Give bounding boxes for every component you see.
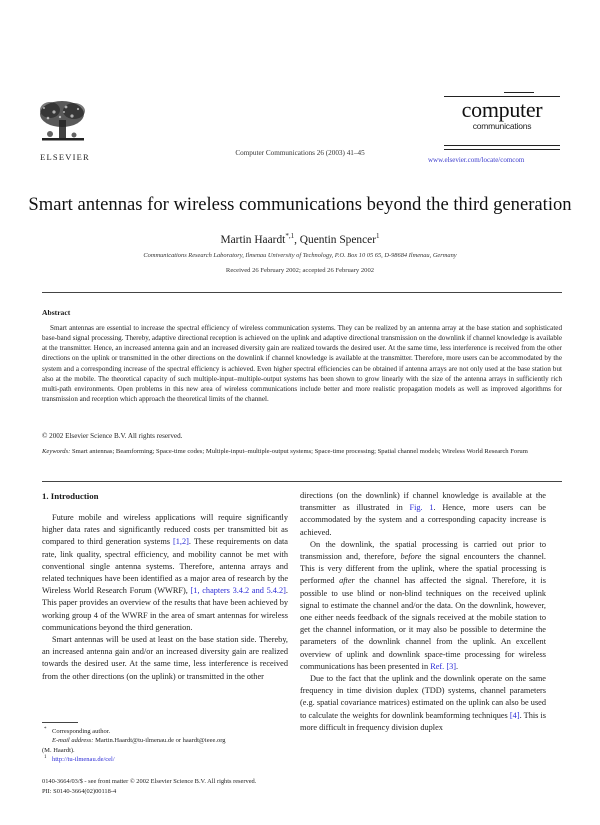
masthead-rule <box>444 149 560 150</box>
masthead-rule <box>504 92 534 93</box>
author-name: Martin Haardt <box>220 233 286 246</box>
text: . This is more difficult in frequency division duplex <box>300 710 547 732</box>
masthead-rule <box>444 145 560 146</box>
divider <box>42 481 562 482</box>
footnote-mark: * <box>44 727 47 732</box>
journal-masthead <box>444 92 560 150</box>
text: . Hence, more users can be accommodated by the system and a corresponding capacity increase is achieved. <box>300 503 546 537</box>
emphasis: before <box>400 552 422 562</box>
footnote-text: Corresponding author. <box>52 728 111 735</box>
abstract-copyright: © 2002 Elsevier Science B.V. All rights reserved. <box>42 432 183 440</box>
author-footnote-mark[interactable]: *,1 <box>285 232 295 240</box>
paragraph <box>300 673 546 734</box>
issn-block <box>42 777 256 797</box>
text: the signal encounters the channel. This is very different from the uplink, where the spatial processing is performed <box>300 552 546 586</box>
elsevier-tree-icon <box>36 98 88 146</box>
email-owner: (M. Haardt). <box>42 746 75 754</box>
text: the channel has affected the signal. Therefore, it is possible to use blind or non-blind techniques on the received uplink signal to estimate the channel and/or the data. On the downlink, however, one either needs feedback of the signals received at the mobile station to get the channel information, or it may also be possible to determine the parameters of the downlink channel from the uplink. An excellent overview of uplink and downlink space-time processing for wireless communications has been presented in <box>300 576 546 671</box>
left-column <box>42 512 288 683</box>
text: On the downlink, the spatial processing is carried out prior to transmission and, therefore, <box>300 539 546 562</box>
text: Future mobile and wireless applications will require significantly higher data rates and significantly reduced costs per transmitted bit as compared to third generation systems <box>42 513 288 547</box>
abstract-body: Smart antennas are essential to increase the spectral efficiency of wireless communication systems. They can be realized by an antenna array at the base station and sophisticated base-band signal processing. Thereby, adaptive directional reception is achieved on the uplink and adaptive directional transmission on the downlink if channel knowledge is available at the transmitter. Hence, an increased antenna gain and an increased diversity gain are realized towards the desired user. At the same time, less interference is received from the other directions on the uplink or transmitted in the other directions on the downlink if channel knowledge is available at the transmitter. Therefore, more users can be accommodated by the system and a corresponding increase of the spectral efficiency is achieved. Even higher spectral efficiencies can be obtained if antenna arrays are not only used at the base station but also at the mobile. The theoretical capacity of such multiple-input–multiple-output systems has been shown to grow linearly with the size of the antenna arrays in sufficiently rich multi-path environments. Open problems in this new area of wireless communications include better and more realistic propagation models as well as improved algorithms for transmission and reception which approach the theoretical limits of the channel. <box>42 324 562 404</box>
paragraph <box>42 512 288 634</box>
pii-line: PII: S0140-3664(02)00118-4 <box>42 788 117 795</box>
paragraph <box>300 539 546 673</box>
keywords-label: Keywords: <box>42 448 71 455</box>
received-dates: Received 26 February 2002; accepted 26 February 2002 <box>225 267 375 274</box>
keywords-list: Smart antennas; Beamforming; Space-time codes; Multiple-input–multiple-output systems; Space-time processing; Spatial channel models; Wireless World Research Forum <box>71 448 528 455</box>
footnote-url-link[interactable]: http://tu-ilmenau.de/cel/ <box>52 756 115 764</box>
right-column <box>300 490 546 734</box>
section-heading: 1. Introduction <box>42 491 99 501</box>
citation-link[interactable]: Ref. [3] <box>430 661 456 671</box>
article-title: Smart antennas for wireless communications beyond the third generation <box>28 194 572 215</box>
journal-url-link[interactable]: www.elsevier.com/locate/comcom <box>428 156 525 164</box>
email-address[interactable]: Martin.Haardt@tu-ilmenau.de or haardt@ieee.org <box>95 737 226 745</box>
author-list <box>0 232 600 246</box>
footnote-divider <box>42 722 78 723</box>
masthead-subtitle: communications <box>472 121 532 131</box>
abstract-heading: Abstract <box>42 308 71 317</box>
author-footnote-mark[interactable]: 1 <box>376 232 380 240</box>
affiliation: Communications Research Laboratory, Ilmenau University of Technology, P.O. Box 10 05 65, D-98684 Ilmenau, Germany <box>143 252 457 259</box>
footnote-corresponding <box>42 727 292 746</box>
text: . These requirements on data rate, link quality, spectral efficiency, and mobility cannot be met with conventional single antenna systems. Therefore, antenna arrays and related techniques have been identified as a major area of research by the Wireless World Research Forum (WWRF), <box>42 537 288 596</box>
text: . This paper provides an overview of the results that have been achieved by working group 4 of the WWRF in the area of smart antennas for wireless communications beyond the third generation. <box>42 586 288 632</box>
footnote-mark: 1 <box>44 755 47 761</box>
footnotes <box>42 727 292 765</box>
email-label: E-mail address: <box>52 737 94 745</box>
author-separator: , <box>294 233 300 246</box>
citation-link[interactable]: [4] <box>509 710 520 720</box>
text: Due to the fact that the uplink and the downlink operate on the same frequency in time division duplex (TDD) systems, channel parameters (e.g. spatial covariance matrices) estimated on the uplink can also be used to calculate the weights for downlink beamforming techniques <box>300 674 546 720</box>
keywords <box>42 447 562 457</box>
issn-line: 0140-3664/03/$ - see front matter © 2002 Elsevier Science B.V. All rights reserved. <box>42 778 257 785</box>
elsevier-wordmark: ELSEVIER <box>40 152 90 162</box>
masthead-title: computer <box>461 97 543 122</box>
citation-link[interactable]: [1,2] <box>173 537 189 547</box>
text: . <box>456 661 459 671</box>
figure-link[interactable]: Fig. 1 <box>409 503 434 513</box>
citation-link[interactable]: [1, chapters 3.4.2 and 5.4.2] <box>190 586 286 596</box>
paragraph <box>300 490 546 539</box>
text: directions (on the downlink) if channel knowledge is available at the transmitter as illustrated in <box>300 491 546 513</box>
author-name: Quentin Spencer <box>299 233 377 246</box>
journal-reference: Computer Communications 26 (2003) 41–45 <box>235 149 365 157</box>
footnote-1 <box>42 755 292 764</box>
divider <box>42 292 562 293</box>
paragraph: Smart antennas will be used at least on the base station side. Thereby, an increased antenna gain and/or an increased diversity gain are realized towards the desired user. At the same time, less interference is received from the other directions (on the uplink) or transmitted in the other <box>42 635 288 681</box>
emphasis: after <box>339 576 355 586</box>
